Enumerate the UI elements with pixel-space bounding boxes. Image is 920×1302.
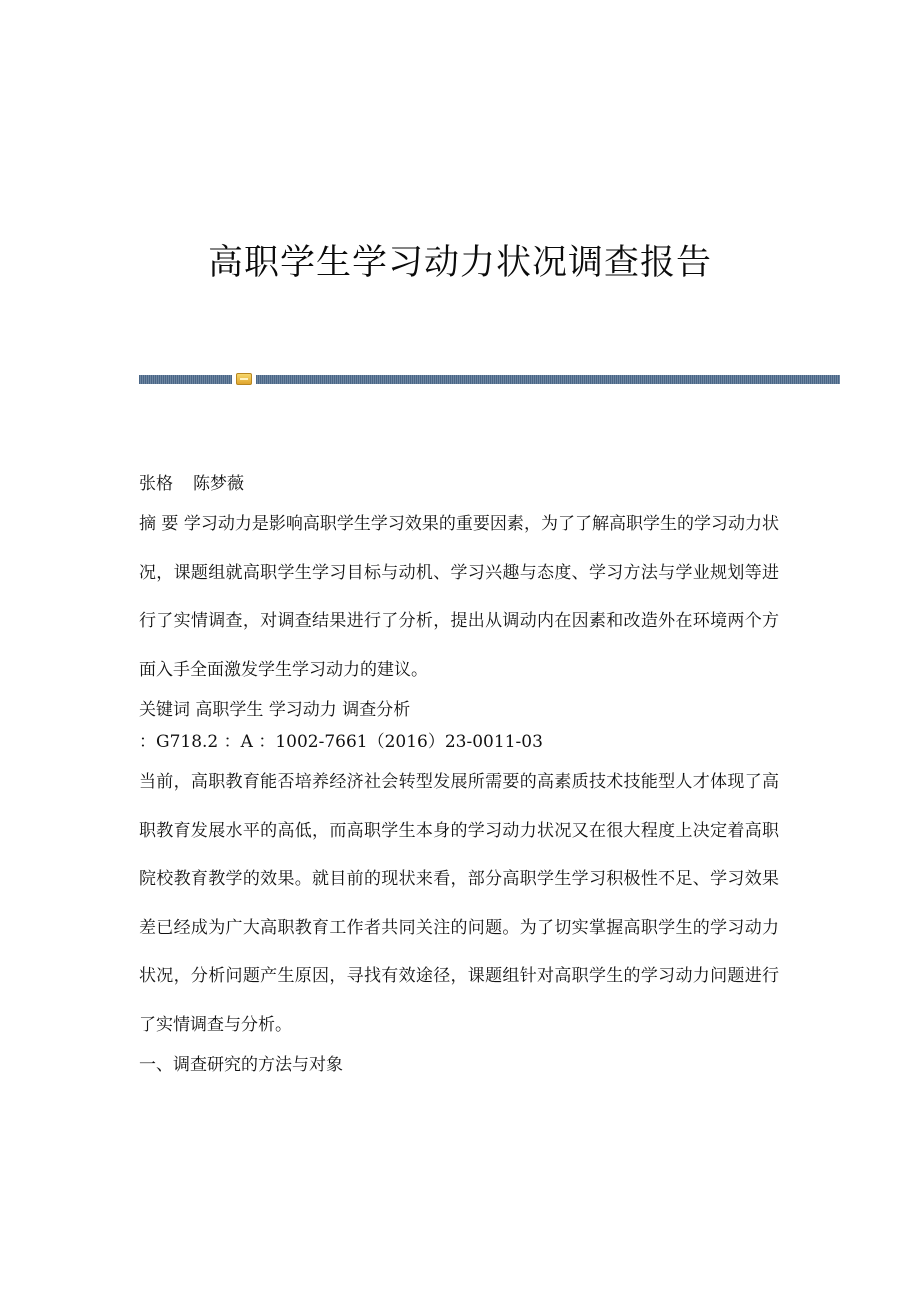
author-name: 张格 bbox=[139, 474, 173, 494]
document-body bbox=[139, 468, 779, 1081]
envelope-icon bbox=[236, 373, 252, 385]
classification-line: ：G718.2 ：A ：1002-7661（2016）23-0011-03 bbox=[139, 732, 543, 752]
divider-bar-right bbox=[256, 375, 840, 384]
section-heading: 一、调查研究的方法与对象 bbox=[139, 1055, 343, 1075]
abstract-label: 摘 要 bbox=[139, 514, 179, 534]
keyword: 高职学生 bbox=[195, 700, 264, 720]
document-title: 高职学生学习动力状况调查报告 bbox=[207, 243, 712, 284]
keywords-label: 关键词 bbox=[139, 700, 190, 720]
divider-bar-left bbox=[139, 375, 232, 384]
author-name: 陈梦薇 bbox=[193, 474, 244, 494]
author-line bbox=[139, 468, 779, 500]
title-divider bbox=[139, 375, 840, 384]
abstract-paragraph bbox=[139, 500, 779, 694]
abstract-text: 学习动力是影响高职学生学习效果的重要因素，为了了解高职学生的学习动力状况，课题组就高职学生学习目标与动机、学习兴趣与态度、学习方法与学业规划等进行了实情调查，对调查结果进行了分析，提出从调动内在因素和改造外在环境两个方面入手全面激发学生学习动力的建议。 bbox=[139, 514, 780, 680]
keyword: 学习动力 bbox=[268, 700, 337, 720]
body-paragraph: 当前，高职教育能否培养经济社会转型发展所需要的高素质技术技能型人才体现了高职教育发展水平的高低，而高职学生本身的学习动力状况又在很大程度上决定着高职院校教育教学的效果。就目前的现状来看，部分高职学生学习积极性不足、学习效果差已经成为广大高职教育工作者共同关注的问题。为了切实掌握高职学生的学习动力状况，分析问题产生原因，寻找有效途径，课题组针对高职学生的学习动力问题进行了实情调查与分析。 bbox=[139, 772, 779, 1035]
keyword: 调查分析 bbox=[342, 700, 411, 720]
keywords-line bbox=[139, 694, 779, 726]
